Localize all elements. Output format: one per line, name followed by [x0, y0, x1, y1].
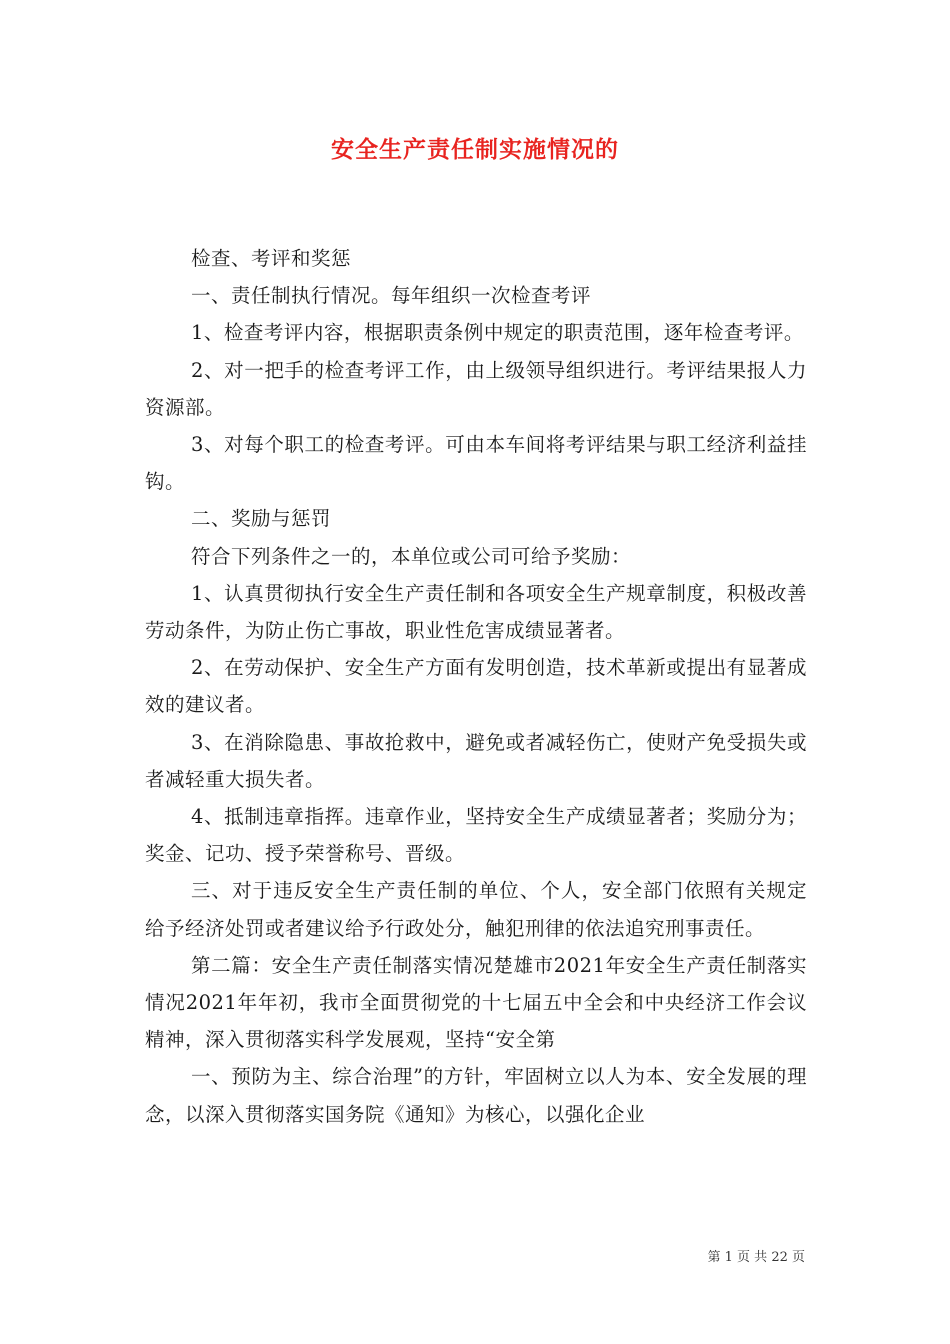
paragraph: 第二篇：安全生产责任制落实情况楚雄市2021年安全生产责任制落实情况2021年年初，我市全面贯彻党的十七届五中全会和中央经济工作会议精神，深入贯彻落实科学发展观，坚持“安全第: [145, 953, 807, 1052]
paragraph: 一、预防为主、综合治理”的方针，牢固树立以人为本、安全发展的理念，以深入贯彻落实国务院《通知》为核心，以强化企业: [145, 1065, 807, 1126]
paragraph: 1、认真贯彻执行安全生产责任制和各项安全生产规章制度，积极改善劳动条件，为防止伤亡事故，职业性危害成绩显著者。: [145, 581, 807, 643]
page-number: 第 1 页 共 22 页: [707, 1250, 805, 1265]
paragraph: 2、在劳动保护、安全生产方面有发明创造，技术革新或提出有显著成效的建议者。: [145, 656, 807, 717]
document-body: [145, 240, 807, 1133]
paragraph: 检查、考评和奖惩: [191, 247, 352, 270]
paragraph: 4、抵制违章指挥。违章作业，坚持安全生产成绩显著者；奖励分为；奖金、记功、授予荣誉称号、晋级。: [145, 805, 807, 866]
paragraph: 一、责任制执行情况。每年组织一次检查考评: [191, 284, 592, 308]
paragraph: 三、对于违反安全生产责任制的单位、个人，安全部门依照有关规定给予经济处罚或者建议给予行政处分，触犯刑律的依法追究刑事责任。: [145, 879, 807, 940]
paragraph: 1、检查考评内容，根据职责条例中规定的职责范围，逐年检查考评。: [191, 321, 804, 345]
paragraph: 2、对一把手的检查考评工作，由上级领导组织进行。考评结果报人力资源部。: [145, 358, 807, 419]
paragraph: 二、奖励与惩罚: [191, 507, 332, 531]
paragraph: 3、对每个职工的检查考评。可由本车间将考评结果与职工经济利益挂钩。: [145, 433, 807, 494]
paragraph: 符合下列条件之一的，本单位或公司可给予奖励：: [191, 544, 632, 568]
document-title: 安全生产责任制实施情况的: [331, 136, 619, 163]
paragraph: 3、在消除隐患、事故抢救中，避免或者减轻伤亡，使财产免受损失或者减轻重大损失者。: [145, 730, 807, 791]
